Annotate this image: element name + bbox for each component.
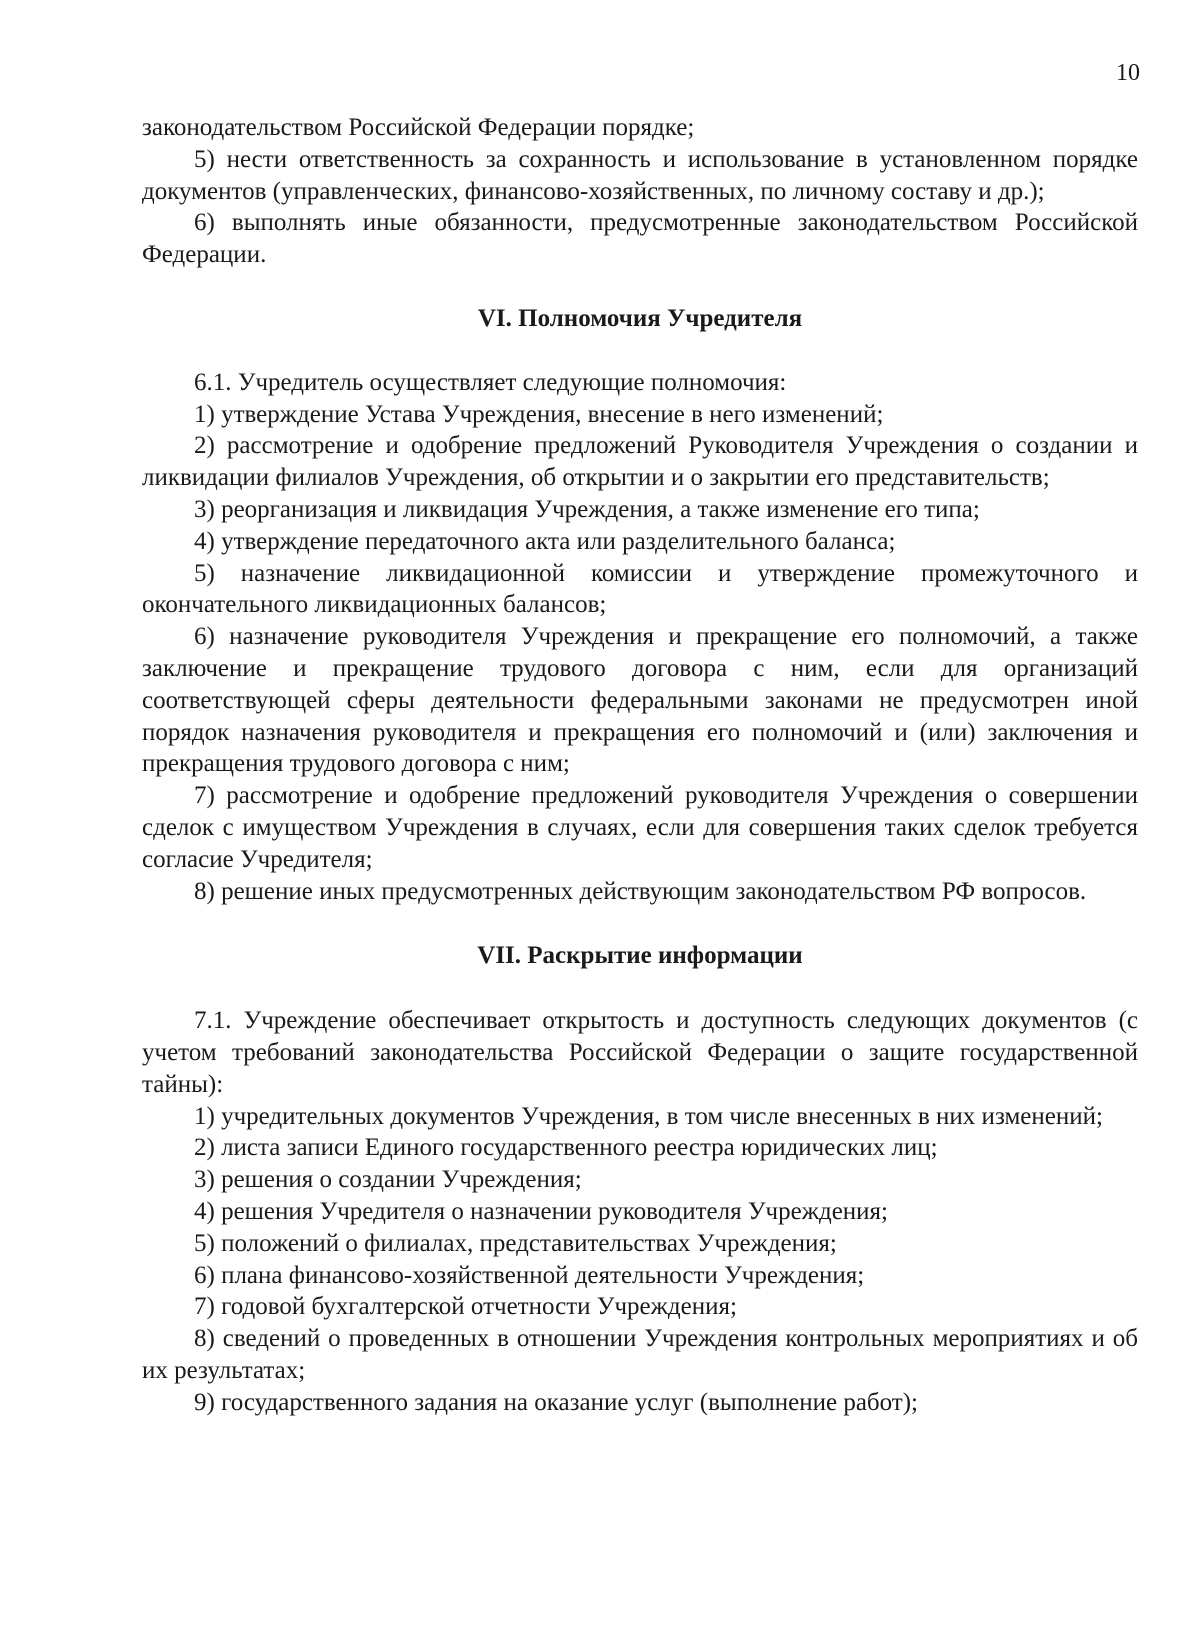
paragraph: 6.1. Учредитель осуществляет следующие полномочия: [194,368,787,396]
paragraph: 3) реорганизация и ликвидация Учреждения, а также изменение его типа; [194,495,980,523]
paragraph: 6) плана финансово-хозяйственной деятельности Учреждения; [194,1261,865,1289]
paragraph: законодательством Российской Федерации порядке; [142,114,695,141]
paragraph: 8) сведений о проведенных в отношении Учреждения контрольных мероприятиях и об их результатах; [142,1325,1138,1384]
paragraph: 5) положений о филиалах, представительствах Учреждения; [194,1229,837,1257]
page-number: 10 [1116,60,1140,86]
paragraph: 2) рассмотрение и одобрение предложений Руководителя Учреждения о создании и ликвидации филиалов Учреждения, об открытии и о закрытии его представительств; [142,432,1138,492]
paragraph: 5) назначение ликвидационной комиссии и утверждение промежуточного и окончательного ликвидационных балансов; [142,559,1138,619]
paragraph: 7) рассмотрение и одобрение предложений руководителя Учреждения о совершении сделок с имуществом Учреждения в случаях, если для совершения таких сделок требуется согласие Учредителя; [142,782,1138,873]
paragraph: 4) утверждение передаточного акта или разделительного баланса; [194,527,896,555]
document-body [142,112,1138,1418]
paragraph: 6) назначение руководителя Учреждения и прекращение его полномочий, а также заключение и прекращение трудового договора с ним, если для организаций соответствующей сферы деятельности федеральными законами не предусмотрен иной порядок назначения руководителя и прекращения его полномочий и (или) заключения и прекращения трудового договора с ним; [142,623,1138,778]
paragraph: 6) выполнять иные обязанности, предусмотренные законодательством Российской Федерации. [142,209,1138,269]
paragraph: 7.1. Учреждение обеспечивает открытость и доступность следующих документов (с учетом требований законодательства Российской Федерации о защите государственной тайны): [142,1007,1138,1098]
paragraph: 2) листа записи Единого государственного реестра юридических лиц; [194,1134,938,1162]
paragraph: 4) решения Учредителя о назначении руководителя Учреждения; [194,1197,889,1225]
section-heading: VI. Полномочия Учредителя [477,304,803,332]
paragraph: 1) утверждение Устава Учреждения, внесение в него изменений; [194,400,884,428]
paragraph: 9) государственного задания на оказание услуг (выполнение работ); [194,1388,918,1416]
paragraph: 3) решения о создании Учреждения; [194,1166,582,1194]
paragraph: 1) учредительных документов Учреждения, в том числе внесенных в них изменений; [194,1102,1103,1130]
paragraph: 5) нести ответственность за сохранность и использование в установленном порядке документов (управленческих, финансово-хозяйственных, по личному составу и др.); [142,145,1138,205]
paragraph: 7) годовой бухгалтерской отчетности Учреждения; [194,1293,737,1321]
section-heading: VII. Раскрытие информации [477,942,803,970]
paragraph: 8) решение иных предусмотренных действующим законодательством РФ вопросов. [194,877,1087,905]
